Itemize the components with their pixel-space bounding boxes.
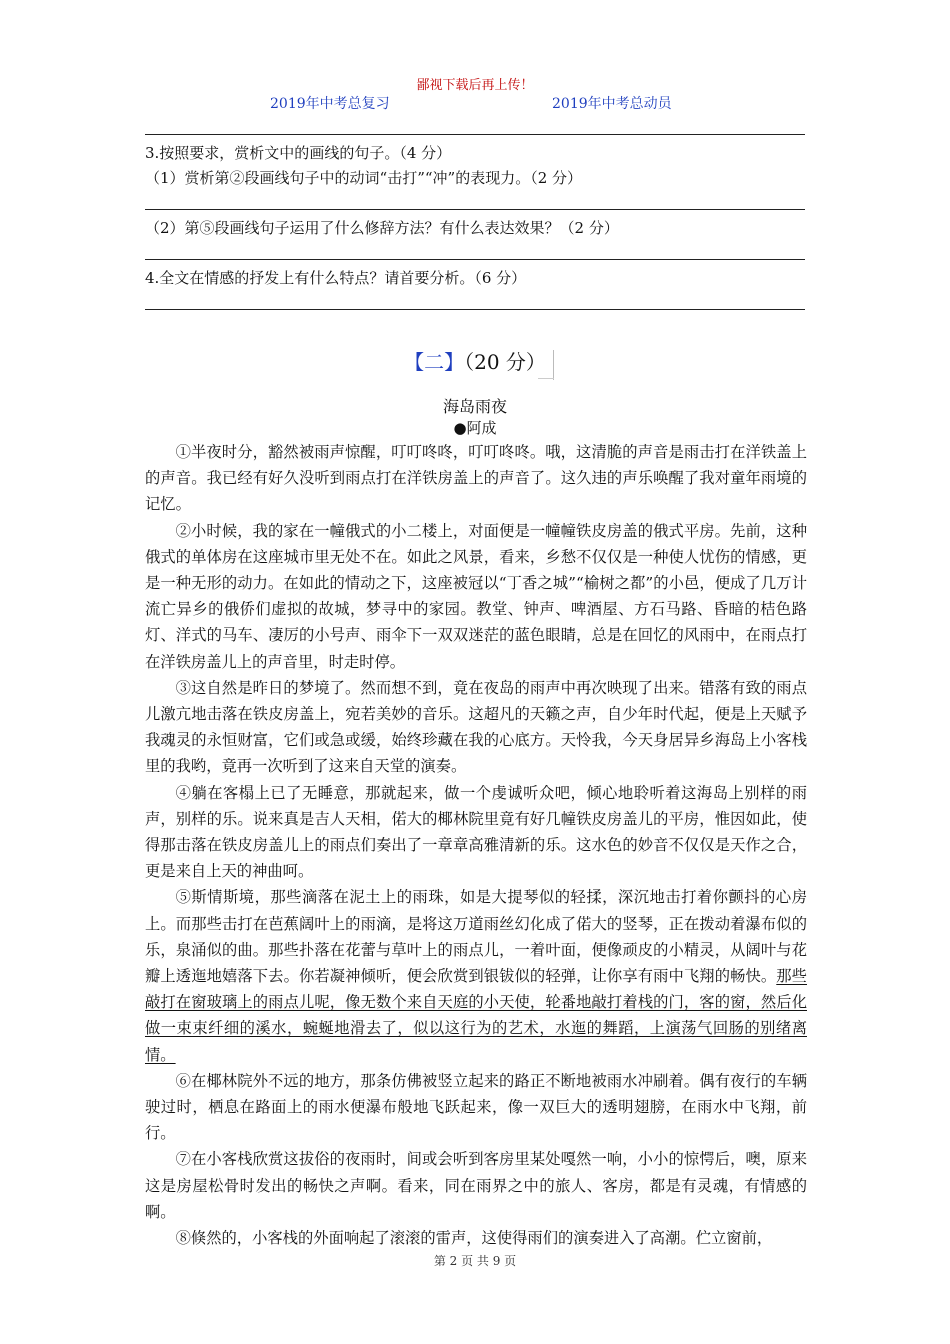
question-4: 4.全文在情感的抒发上有什么特点？请首要分析。（6 分） xyxy=(145,269,527,287)
paragraph-3: ③这自然是昨日的梦境了。然而想不到，竟在夜岛的雨声中再次映现了出来。错落有致的雨点儿激亢地击落在铁皮房盖上，宛若美妙的音乐。这超凡的天籁之声，自少年时代起，便是上天赋予我魂灵的永恒财富，它们或急或缓，始终珍藏在我的心底方。天怜我，今天身居异乡海岛上小客栈里的我哟，竟再一次听到了这来自天堂的演奏。 xyxy=(145,678,807,776)
section-score: （20 分） xyxy=(464,350,546,374)
section-bracket-open: 【 xyxy=(404,350,425,374)
section-bracket-close: 】 xyxy=(444,350,465,374)
section-heading xyxy=(0,346,950,375)
paragraph-1: ①半夜时分，豁然被雨声惊醒，叮叮咚咚，叮叮咚咚。哦，这清脆的声音是雨击打在洋铁盖上的声音。我已经有好久没听到雨点打在洋铁房盖上的声音了。这久违的声乐唤醒了我对童年雨境的记忆。 xyxy=(145,443,807,514)
paragraph-4: ④躺在客榻上已了无睡意，那就起来，做一个虔诚听众吧，倾心地聆听着这海岛上别样的雨声，别样的乐。说来真是吉人天相，偌大的椰林院里竟有好几幢铁皮房盖儿的平房，惟因如此，使得那击落在铁皮房盖儿上的雨点们奏出了一章章高雅清新的乐。这水色的妙音不仅仅是天作之合，更是来自上天的神曲呵。 xyxy=(145,783,807,881)
answer-line xyxy=(145,209,805,210)
header-left-title: 2019年中考总复习 xyxy=(270,96,390,112)
answer-line xyxy=(145,309,805,310)
article-title: 海岛雨夜 xyxy=(442,397,507,416)
question-3: 3.按照要求，赏析文中的画线的句子。（4 分） xyxy=(145,144,452,162)
header-notice: 鄙视下载后再上传！ xyxy=(416,78,534,93)
paragraph-2: ②小时候，我的家在一幢俄式的小二楼上，对面便是一幢幢铁皮房盖的俄式平房。先前，这种俄式的单体房在这座城市里无处不在。如此之风景，看来，乡愁不仅仅是一种使人忧伤的情感，更是一种无形的动力。在如此的情动之下，这座被冠以“丁香之城”“榆树之都”的小邑，便成了几万计流亡异乡的俄侨们虚拟的故城，梦寻中的家园。教堂、钟声、啤酒屋、方石马路、昏暗的桔色路灯、洋式的马车、凄厉的小号声、雨伞下一双双迷茫的蓝色眼睛，总是在回忆的风雨中，在雨点打在洋铁房盖儿上的声音里，时走时停。 xyxy=(145,521,807,671)
article-author: ●阿成 xyxy=(453,419,497,437)
page-number: 第 2 页 共 9 页 xyxy=(433,1254,517,1268)
section-number: 二 xyxy=(424,350,445,374)
paragraph-5 xyxy=(145,884,807,1067)
question-3-1: （1）赏析第②段画线句子中的动词“击打”“冲”的表现力。（2 分） xyxy=(145,169,583,187)
article-body xyxy=(145,439,807,1251)
divider xyxy=(538,378,554,379)
question-3-2: （2）第⑤段画线句子运用了什么修辞方法？有什么表达效果？（2 分） xyxy=(145,219,619,237)
header-right-title: 2019年中考总动员 xyxy=(552,96,672,112)
divider xyxy=(553,350,554,380)
paragraph-8: ⑧倏然的，小客栈的外面响起了滚滚的雷声，这使得雨们的演奏进入了高潮。伫立窗前， xyxy=(175,1229,773,1248)
answer-line xyxy=(145,134,805,135)
paragraph-7: ⑦在小客栈欣赏这拔俗的夜雨时，间或会听到客房里某处嘎然一响，小小的惊愕后，噢，原来这是房屋松骨时发出的畅快之声啊。看来，同在雨界之中的旅人、客房，都是有灵魂，有情感的啊。 xyxy=(145,1150,807,1221)
paragraph-6: ⑥在椰林院外不远的地方，那条仿佛被竖立起来的路正不断地被雨水冲刷着。偶有夜行的车辆驶过时，栖息在路面上的雨水便瀑布般地飞跃起来，像一双巨大的透明翅膀，在雨水中飞翔，前行。 xyxy=(145,1071,807,1143)
answer-line xyxy=(145,259,805,260)
paragraph-5-text: ⑤斯情斯境，那些滴落在泥土上的雨珠，如是大提琴似的轻揉，深沉地击打着你颤抖的心房上。而那些击打在芭蕉阔叶上的雨滴，是将这万道雨丝幻化成了偌大的竖琴，正在拨动着瀑布似的乐，泉涌似的曲。那些扑落在花蕾与草叶上的雨点儿，一着叶面，便像顽皮的小精灵，从阔叶与花瓣上透迤地嬉落下去。你若凝神倾听，便会欣赏到银钹似的轻弹，让你享有雨中飞翔的畅快。 xyxy=(145,888,807,986)
underlined-sentence: 那些敲打在窗玻璃上的雨点儿呢，像无数个来自天庭的小天使，轮番地敲打着栈的门，客的窗，然后化做一束束纤细的溪水，蜿蜒地滑去了，似以这行为的艺术，水迤的舞蹈，上演荡气回肠的别绪离情。 xyxy=(145,967,807,1064)
